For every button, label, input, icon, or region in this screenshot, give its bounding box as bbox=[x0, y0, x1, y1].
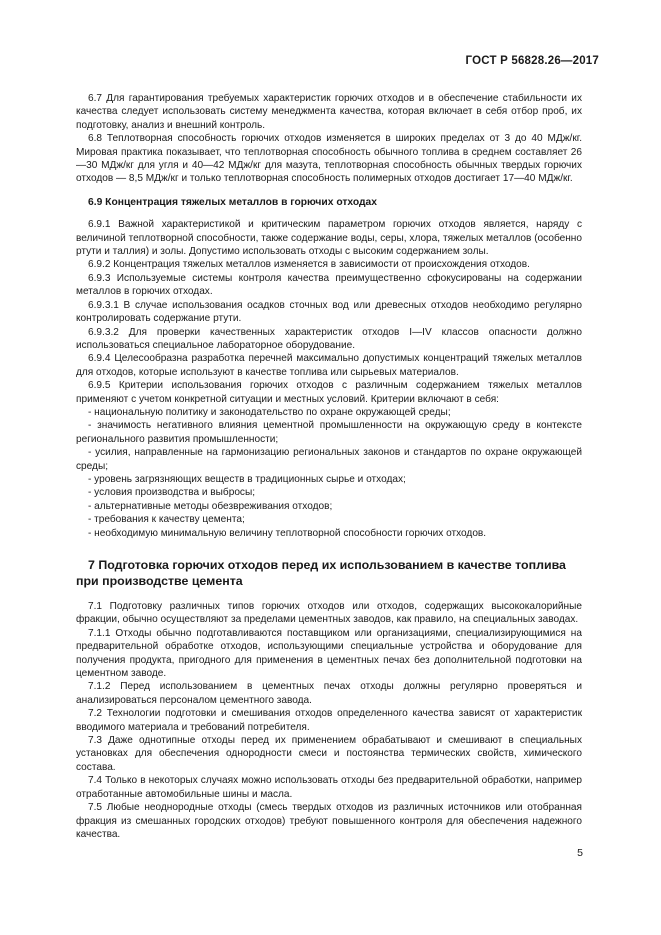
paragraph-6-9-3-1: 6.9.3.1 В случае использования осадков сточных вод или древесных отходов необходимо регулярно контролировать содержание ртути. bbox=[76, 299, 582, 325]
criteria-list-item: - условия производства и выбросы; bbox=[88, 487, 256, 499]
section-7-heading: 7 Подготовка горючих отходов перед их использованием в качестве топлива при производстве цемента bbox=[76, 558, 566, 588]
paragraph-6-7: 6.7 Для гарантирования требуемых характеристик горючих отходов и в обеспечение стабильности их качества следует использовать систему менеджмента качества, которая включает в себя отбор проб, их подготовку, анализ и внешний контроль. bbox=[76, 93, 582, 131]
paragraph-6-9-5: 6.9.5 Критерии использования горючих отходов с различным содержанием тяжелых металлов применяют с учетом конкретной ситуации и местных условий. Критерии включают в себя: bbox=[76, 380, 582, 405]
paragraph-6-8: 6.8 Теплотворная способность горючих отходов изменяется в широких пределах от 3 до 40 МДж/кг. Мировая практика показывает, что теплотворная способность обычного топлива в среднем составляет 26—30 МДж/кг для угля и 40—42 МДж/кг для мазута, теплотворная способность обычных твердых горючих отходов — 8,5 МДж/кг и только теплотворная способность полимерных отходов достигает 17—40 МДж/кг. bbox=[76, 133, 582, 185]
criteria-list-item: - национальную политику и законодательство по охране окружающей среды; bbox=[88, 406, 451, 418]
page-number: 5 bbox=[577, 847, 583, 859]
paragraph-7-1-1: 7.1.1 Отходы обычно подготавливаются поставщиком или организациями, специализирующимися на предварительной обработке отходов, использующими специальные устройства и оборудование для получения продукта, пригодного для применения в цементных печах без дополнительной подготовки на цементном заводе. bbox=[76, 627, 582, 680]
paragraph-7-1: 7.1 Подготовку различных типов горючих отходов или отходов, содержащих высококалорийные фракции, обычно осуществляют за пределами цементных заводов, как правило, на специальных заводах. bbox=[76, 601, 582, 626]
document-code: ГОСТ Р 56828.26—2017 bbox=[465, 55, 599, 67]
section-6-9-heading: 6.9 Концентрация тяжелых металлов в горючих отходах bbox=[88, 196, 378, 208]
paragraph-7-3: 7.3 Даже однотипные отходы перед их применением обрабатывают и смешивают в специальных установках для обеспечения однородности смеси и постоянства термических свойств, химического состава. bbox=[76, 735, 582, 773]
paragraph-7-5: 7.5 Любые неоднородные отходы (смесь твердых отходов из различных источников или отобранная фракция из смешанных городских отходов) требуют повышенного контроля для обеспечения надежного качества. bbox=[76, 802, 582, 840]
criteria-list-item: - уровень загрязняющих веществ в традиционных сырье и отходах; bbox=[88, 473, 406, 485]
paragraph-7-1-2: 7.1.2 Перед использованием в цементных печах отходы должны регулярно проверяться и анализироваться персоналом цементного завода. bbox=[76, 681, 582, 706]
paragraph-6-9-1: 6.9.1 Важной характеристикой и критическим параметром горючих отходов является, наряду с величиной теплотворной способности, также содержание воды, серы, хлора, тяжелых металлов (особенно ртути и таллия) и золы. Допустимо использовать отходы с высоким содержанием золы. bbox=[76, 219, 582, 258]
criteria-list-item: - альтернативные методы обезвреживания отходов; bbox=[88, 500, 333, 512]
paragraph-6-9-3: 6.9.3 Используемые системы контроля качества преимущественно сфокусированы на содержании металлов в горючих отходах. bbox=[76, 272, 582, 298]
document-body bbox=[76, 92, 582, 841]
criteria-list-item: - требования к качеству цемента; bbox=[88, 514, 245, 526]
paragraph-6-9-2: 6.9.2 Концентрация тяжелых металлов изменяется в зависимости от происхождения отходов. bbox=[88, 259, 530, 271]
criteria-list-item: - необходимую минимальную величину теплотворной способности горючих отходов. bbox=[88, 527, 487, 539]
criteria-list-item: - значимость негативного влияния цементной промышленности на окружающую среду в контексте регионального развития промышленности; bbox=[76, 420, 582, 445]
paragraph-7-4: 7.4 Только в некоторых случаях можно использовать отходы без предварительной обработки, например отработанные автомобильные шины и масла. bbox=[76, 775, 582, 800]
paragraph-6-9-4: 6.9.4 Целесообразна разработка перечней максимально допустимых концентраций тяжелых металлов для отходов, которые используют в качестве топлива или сырьевых материалов. bbox=[76, 353, 582, 378]
paragraph-7-2: 7.2 Технологии подготовки и смешивания отходов определенного качества зависят от характеристик вводимого материала и требований потребителя. bbox=[76, 708, 582, 733]
criteria-list-item: - усилия, направленные на гармонизацию региональных законов и стандартов по охране окружающей среды; bbox=[76, 447, 582, 472]
paragraph-6-9-3-2: 6.9.3.2 Для проверки качественных характеристик отходов I—IV классов опасности должно использоваться специальное лабораторное оборудование. bbox=[76, 326, 582, 351]
